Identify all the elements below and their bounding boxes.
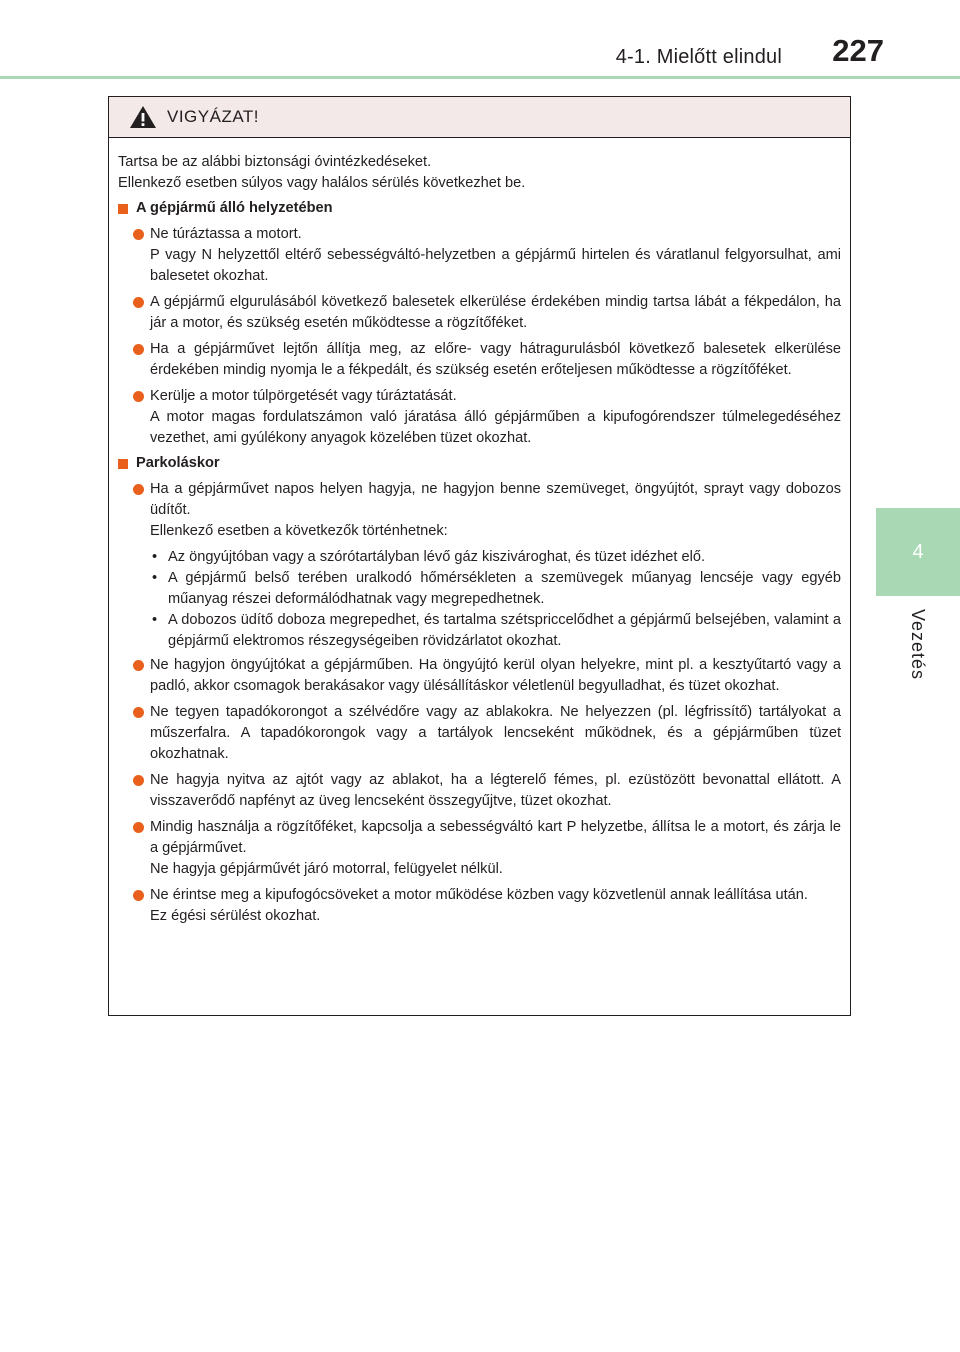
item-text: Ne túráztassa a motort.	[150, 226, 302, 242]
circle-bullet-icon	[133, 391, 144, 402]
circle-bullet-icon	[133, 822, 144, 833]
section-heading-text: A gépjármű álló helyzetében	[136, 200, 333, 216]
dot-bullet-icon: •	[152, 549, 158, 565]
section-heading	[118, 453, 841, 474]
sub-list-item	[150, 610, 841, 652]
list-item	[118, 770, 841, 812]
sub-list-item	[150, 547, 841, 568]
intro-line: Ellenkező esetben súlyos vagy halálos sérülés következhet be.	[118, 175, 526, 191]
item-text: Ne hagyja gépjárművét járó motorral, felügyelet nélkül.	[150, 861, 503, 877]
sub-item-text: A gépjármű belső terében uralkodó hőmérsékleten a szemüvegek műanyag lencséje vagy egyéb műanyag részei deformálódhatnak vagy megrepedhetnek.	[168, 570, 841, 607]
intro-line: Tartsa be az alábbi biztonsági óvintézkedéseket.	[118, 154, 432, 170]
list-item	[118, 479, 841, 652]
list-item	[118, 339, 841, 381]
chapter-number: 4	[912, 540, 924, 563]
circle-bullet-icon	[133, 484, 144, 495]
warning-header	[109, 97, 850, 138]
sub-item-text: A dobozos üdítő doboza megrepedhet, és tartalma szétspriccelődhet a gépjármű belsejében, valamint a gépjármű elektromos részegységeiben rövidzárlatot okozhat.	[168, 612, 841, 649]
square-bullet-icon	[118, 204, 128, 214]
item-text: Ha a gépjárművet napos helyen hagyja, ne hagyjon benne szemüveget, öngyújtót, sprayt vagy dobozos üdítőt.	[150, 481, 841, 518]
circle-bullet-icon	[133, 775, 144, 786]
circle-bullet-icon	[133, 297, 144, 308]
item-text: A gépjármű elgurulásából következő balesetek elkerülése érdekében mindig tartsa lábát a fékpedálon, ha jár a motor, és szükség esetén működtesse a rögzítőféket.	[150, 294, 841, 331]
item-text: P vagy N helyzettől eltérő sebességváltó-helyzetben a gépjármű hirtelen és váratlanul felgyorsulhat, ami balesetet okozhat.	[150, 247, 841, 284]
section-title: 4-1. Mielőtt elindul	[615, 46, 782, 68]
dot-bullet-icon: •	[152, 612, 158, 628]
warning-box	[108, 96, 851, 1016]
warning-title: VIGYÁZAT!	[167, 107, 260, 126]
chapter-tab	[876, 508, 960, 596]
sub-list-item	[150, 568, 841, 610]
item-text: Ne hagyjon öngyújtókat a gépjárműben. Ha öngyújtó kerül olyan helyekre, mint pl. a kesztyűtartó vagy a padló, akkor csomagok berakásakor vagy ülésállításkor véletlenül begyulladhat, és tüzet okozhat.	[150, 657, 841, 694]
section-heading-text: Parkoláskor	[136, 455, 220, 471]
dot-bullet-icon: •	[152, 570, 158, 586]
circle-bullet-icon	[133, 660, 144, 671]
circle-bullet-icon	[133, 344, 144, 355]
list-item	[118, 224, 841, 287]
item-text: Ne tegyen tapadókorongot a szélvédőre vagy az ablakokra. Ne helyezzen (pl. légfrissítő) tartályokat a műszerfalra. A tapadókorongok vagy a tartályok lencseként működnek, és a gépjárműben tüzet okozhatnak.	[150, 704, 841, 762]
chapter-name	[876, 604, 960, 684]
item-text: Kerülje a motor túlpörgetését vagy túráztatását.	[150, 388, 457, 404]
warning-triangle-icon	[129, 105, 157, 129]
header-rule	[0, 76, 960, 79]
circle-bullet-icon	[133, 229, 144, 240]
sub-list	[150, 547, 841, 652]
chapter-name-label: Vezetés	[908, 608, 929, 680]
list-item	[118, 386, 841, 449]
list-item	[118, 292, 841, 334]
item-text: Ne hagyja nyitva az ajtót vagy az ablakot, ha a légterelő fémes, pl. ezüstözött bevonattal ellátott. A visszaverődő napfényt az üveg lencseként összegyűjtve, tüzet okozhat.	[150, 772, 841, 809]
item-text: Mindig használja a rögzítőféket, kapcsolja a sebességváltó kart P helyzetbe, állítsa le a motort, és zárja le a gépjárművet.	[150, 819, 841, 856]
item-text: Ez égési sérülést okozhat.	[150, 908, 321, 924]
sub-item-text: Az öngyújtóban vagy a szórótartályban lévő gáz kiszivároghat, és tüzet idézhet elő.	[168, 549, 706, 565]
item-text: Ellenkező esetben a következők történhetnek:	[150, 523, 448, 539]
list-item	[118, 817, 841, 880]
list-item	[118, 885, 841, 927]
warning-body	[109, 138, 850, 927]
circle-bullet-icon	[133, 707, 144, 718]
list-item	[118, 702, 841, 765]
item-text: Ne érintse meg a kipufogócsöveket a motor működése közben vagy közvetlenül annak leállítása után.	[150, 887, 808, 903]
item-text: Ha a gépjárművet lejtőn állítja meg, az előre- vagy hátragurulásból következő balesetek elkerülése érdekében mindig nyomja le a fékpedált, és szükség esetén erőteljesen működtesse a rögzítőféket.	[150, 341, 841, 378]
list-item	[118, 655, 841, 697]
section-heading	[118, 198, 841, 219]
square-bullet-icon	[118, 459, 128, 469]
page-number: 227	[832, 33, 884, 68]
circle-bullet-icon	[133, 890, 144, 901]
item-text: A motor magas fordulatszámon való járatása álló gépjárműben a kipufogórendszer túlmelegedéséhez vezethet, ami gyúlékony anyagok közelében tüzet okozhat.	[150, 409, 841, 446]
